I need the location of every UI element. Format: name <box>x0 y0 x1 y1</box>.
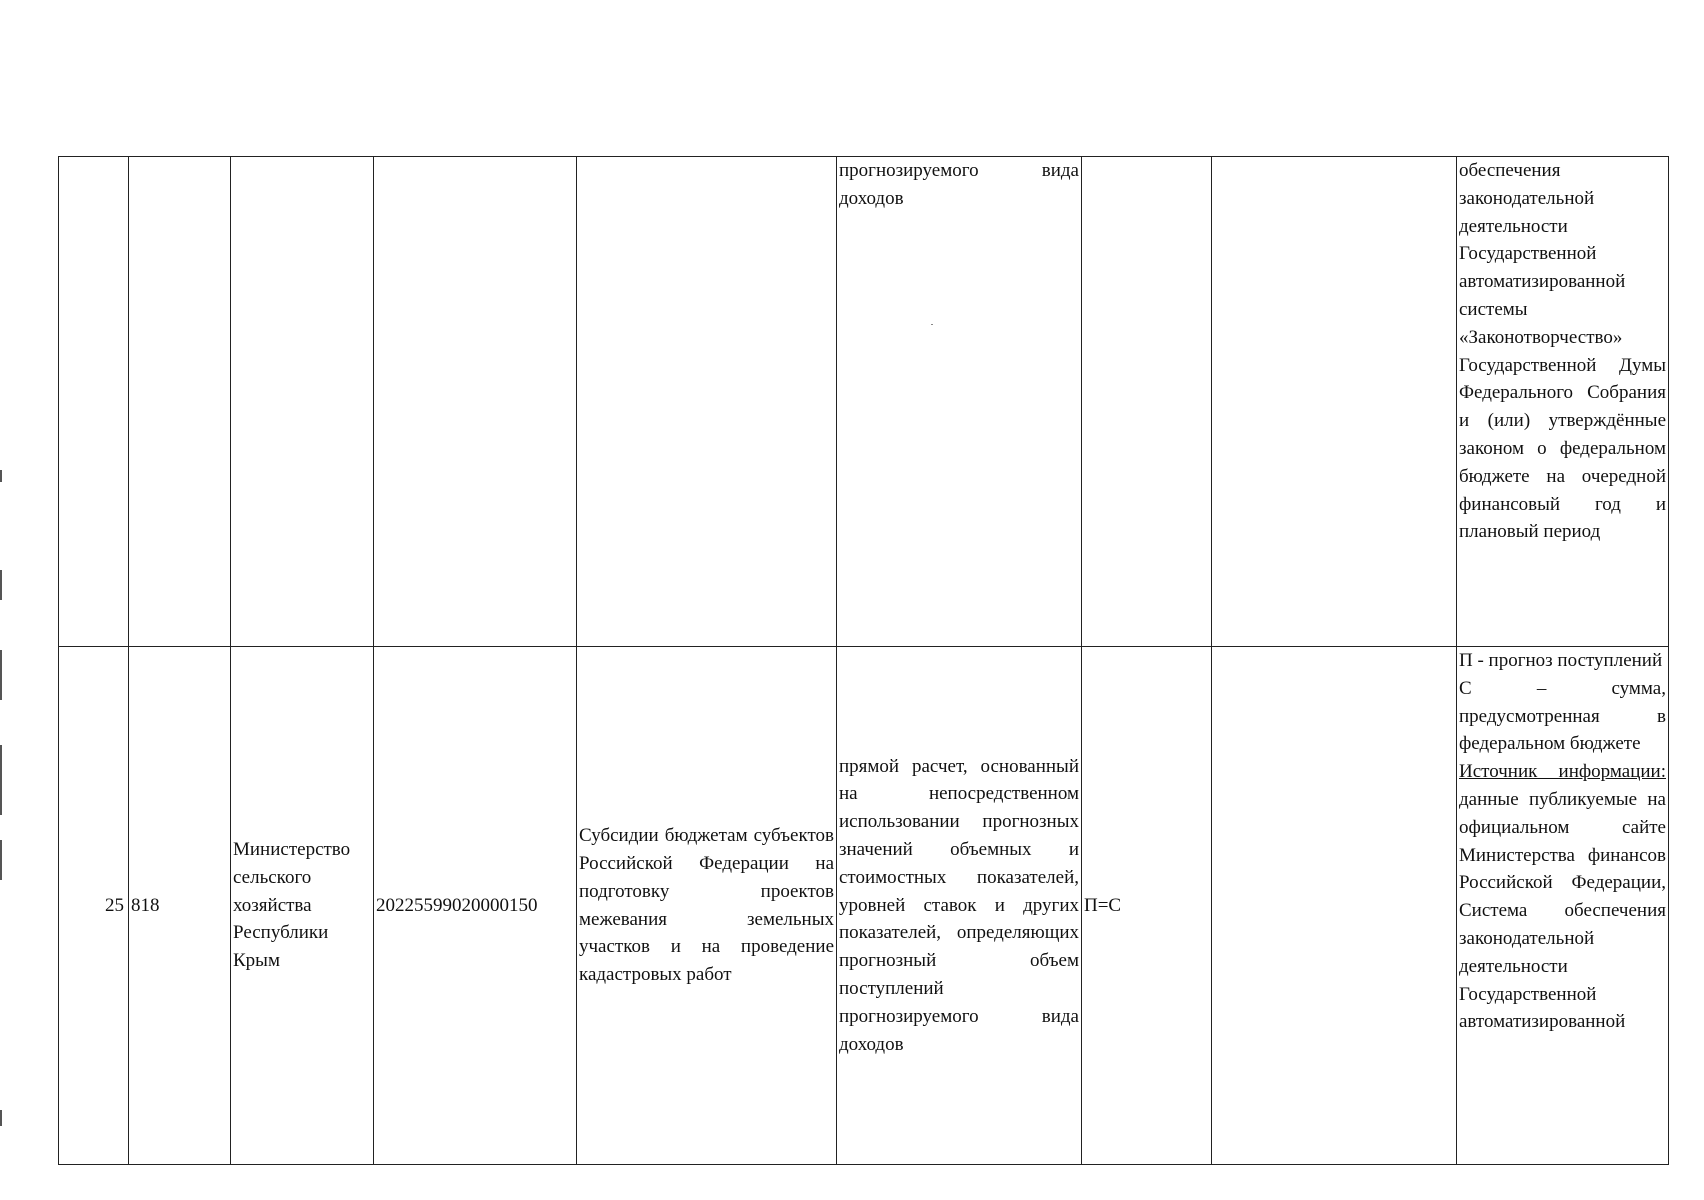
cell-income-name <box>577 157 837 647</box>
source-info <box>1459 758 1666 1036</box>
cell-number: 25 <box>59 647 129 1165</box>
cell-source <box>1457 647 1669 1165</box>
source-c-definition: С – сумма, предусмотренная в федеральном бюджете <box>1459 677 1666 755</box>
cell-formula: П=С <box>1082 647 1212 1165</box>
cell-algorithm <box>1212 647 1457 1165</box>
table-row-25 <box>59 647 1669 1165</box>
source-info-text: данные публикуемые на официальном сайте Министерства финансов Российской Федерации, Система обеспечения законодательной деятельности Государственной автоматизированной <box>1459 788 1666 1033</box>
cell-administrator: Министерство сельского хозяйства Республики Крым <box>231 647 374 1165</box>
scan-edge-mark <box>0 650 2 700</box>
scan-edge-mark <box>0 745 2 815</box>
table-row-continued <box>59 157 1669 647</box>
cell-administrator <box>231 157 374 647</box>
source-info-label: Источник информации: <box>1459 761 1666 783</box>
source-p-definition: П - прогноз поступлений <box>1459 650 1663 671</box>
cell-algorithm <box>1212 157 1457 647</box>
revenue-forecast-table <box>58 156 1669 1165</box>
cell-method: прогнозируемого вида доходов <box>837 157 1082 647</box>
cell-code: 818 <box>129 647 231 1165</box>
scan-edge-mark <box>0 1110 2 1126</box>
cell-formula <box>1082 157 1212 647</box>
cell-kbk <box>374 157 577 647</box>
cell-method: прямой расчет, основанный на непосредственном использовании прогнозных значений объемных и стоимостных показателей, уровней ставок и других показателей, определяющих прогнозный объем поступлений прогнозируемого вида доходов <box>837 647 1082 1165</box>
cell-code <box>129 157 231 647</box>
scan-edge-mark <box>0 570 2 600</box>
scan-edge-mark <box>0 470 2 482</box>
cell-kbk: 20225599020000150 <box>374 647 577 1165</box>
cell-income-name: Субсидии бюджетам субъектов Российской Федерации на подготовку проектов межевания земельных участков и на проведение кадастровых работ <box>577 647 837 1165</box>
cell-source: обеспечения законодательной деятельности Государственной автоматизированной системы «Законотворчество» Государственной Думы Федерального Собрания и (или) утверждённые законом о федеральном бюджете на очередной финансовый год и плановый период <box>1457 157 1669 647</box>
scan-edge-mark <box>0 840 2 880</box>
cell-number <box>59 157 129 647</box>
